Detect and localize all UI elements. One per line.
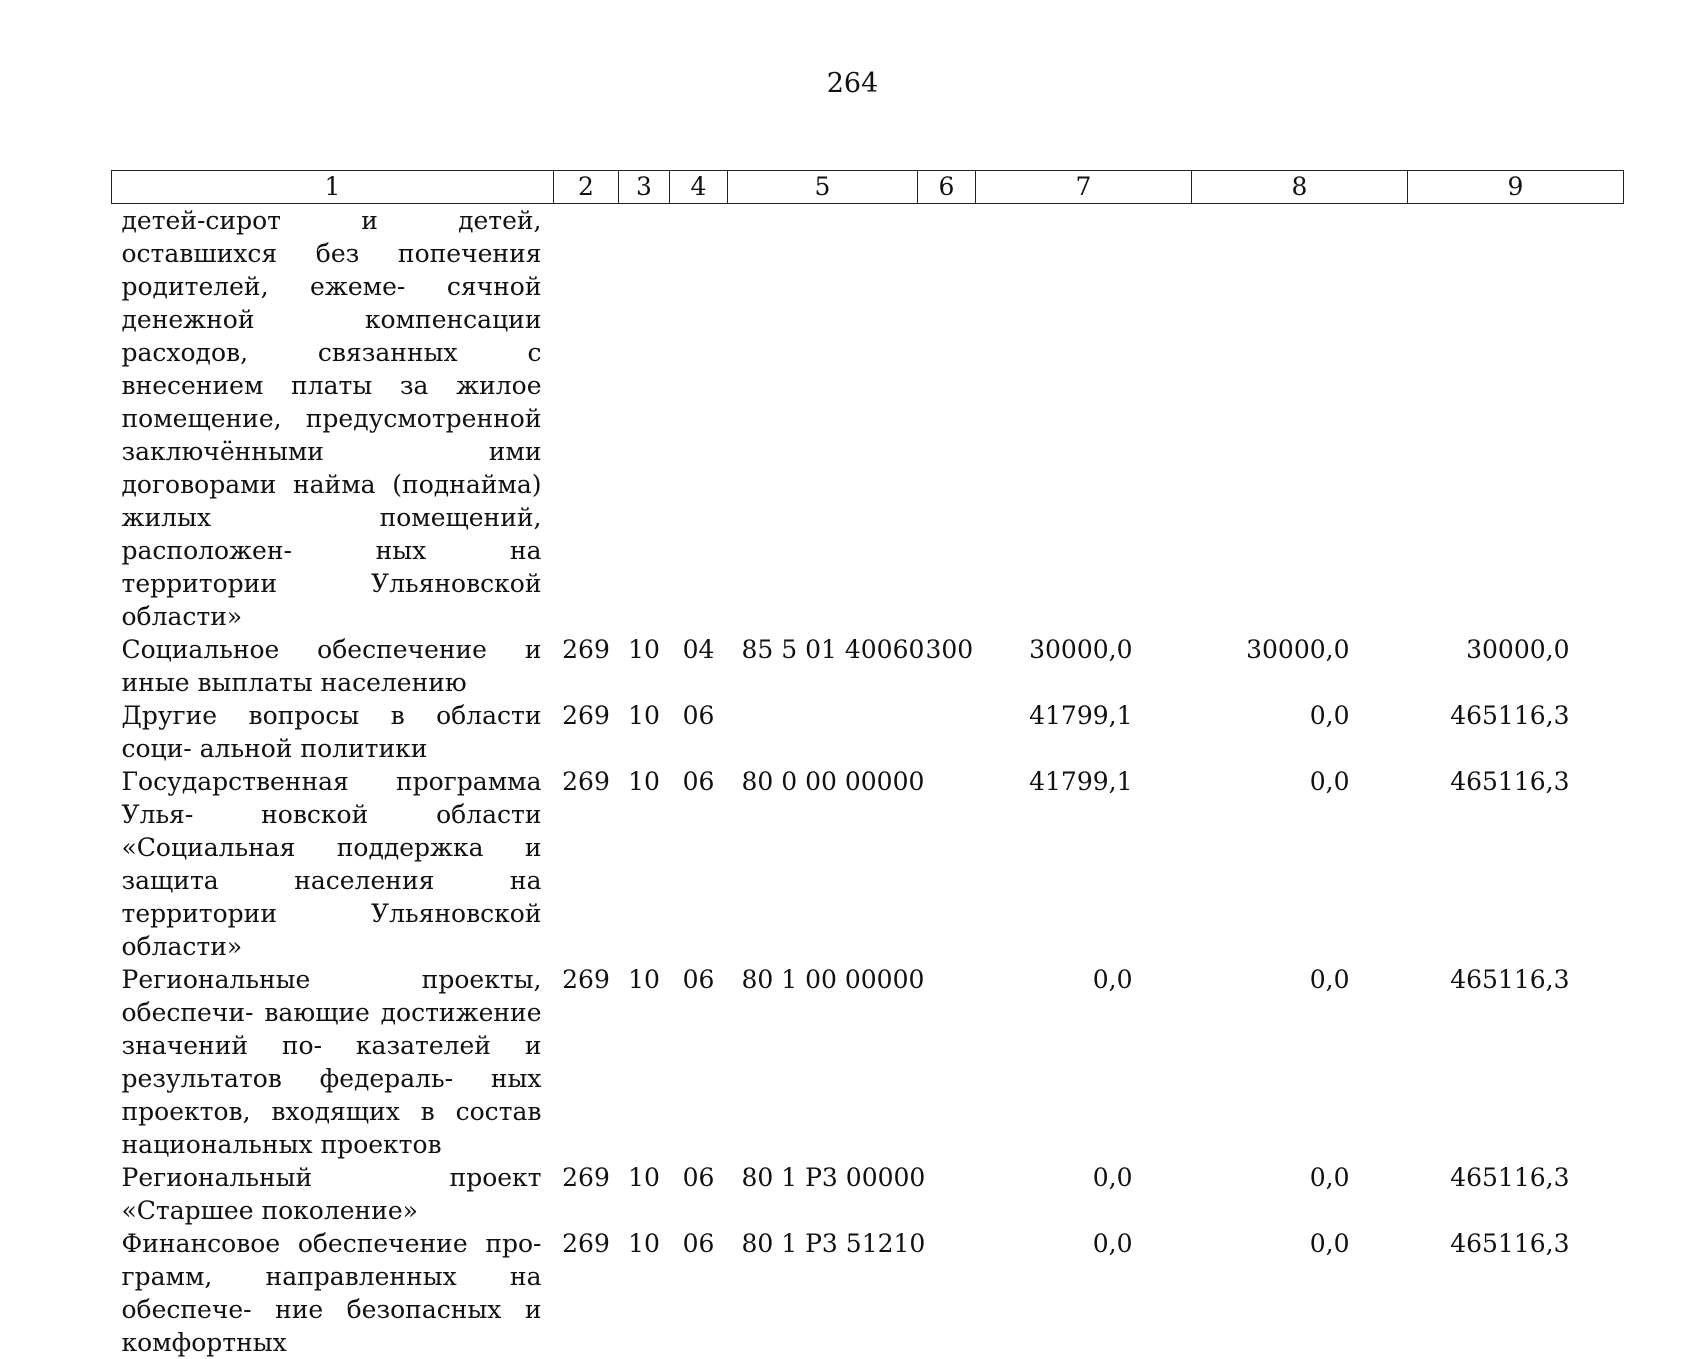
cell-expense-type: [918, 1227, 976, 1359]
cell-amount-8: 30000,0: [1246, 635, 1350, 664]
cell-subsection: [670, 204, 728, 634]
table-row: [112, 633, 1624, 699]
cell-section: 10: [628, 701, 660, 730]
cell-amount-9: 30000,0: [1466, 635, 1570, 664]
table-row: [112, 963, 1624, 1161]
cell-admin-code: 269: [562, 1163, 610, 1192]
cell-section: 10: [628, 1163, 660, 1192]
cell-target-article: 80 1 00 00000: [741, 965, 925, 994]
cell-amount-8: [1192, 204, 1408, 634]
column-header: 2: [554, 171, 619, 204]
cell-amount-8: 0,0: [1309, 767, 1350, 796]
cell-section: 10: [628, 965, 660, 994]
row-description: детей-сирот и детей, оставшихся без попечения родителей, ежеме- сячной денежной компенсации расходов, связанных с внесением платы за жилое помещение, предусмотренной заключёнными ими договорами найма (поднайма) жилых помещений, расположен- ных на территории Ульяновской области»: [121, 206, 542, 631]
cell-subsection: 06: [682, 1229, 715, 1258]
cell-amount-7: 0,0: [1092, 1163, 1133, 1192]
cell-admin-code: [554, 204, 619, 634]
cell-amount-9: 465116,3: [1450, 1229, 1570, 1258]
table-row: [112, 1227, 1624, 1359]
cell-amount-8: 0,0: [1309, 1229, 1350, 1258]
cell-expense-type: [918, 765, 976, 963]
table-header-row: [112, 171, 1624, 204]
cell-target-article: [728, 204, 918, 634]
row-description: Финансовое обеспечение про- грамм, направленных на обеспече- ние безопасных и комфортных: [121, 1229, 542, 1357]
row-description: Другие вопросы в области соци- альной политики: [121, 701, 542, 763]
cell-expense-type: [918, 1161, 976, 1227]
cell-amount-9: 465116,3: [1450, 701, 1570, 730]
cell-amount-8: 0,0: [1309, 965, 1350, 994]
cell-amount-7: 41799,1: [1029, 701, 1133, 730]
cell-expense-type: [918, 699, 976, 765]
column-header: 6: [918, 171, 976, 204]
row-description: Региональный проект «Старшее поколение»: [121, 1163, 542, 1225]
cell-subsection: 06: [682, 701, 715, 730]
cell-subsection: 06: [682, 1163, 715, 1192]
column-header: 9: [1408, 171, 1624, 204]
column-header: 5: [728, 171, 918, 204]
cell-target-article: [728, 699, 918, 765]
table-row: [112, 699, 1624, 765]
cell-target-article: 80 1 P3 51210: [741, 1229, 926, 1258]
cell-amount-9: 465116,3: [1450, 1163, 1570, 1192]
column-header: 8: [1192, 171, 1408, 204]
table-row: [112, 1161, 1624, 1227]
cell-target-article: 85 5 01 40060: [741, 635, 925, 664]
cell-admin-code: 269: [562, 635, 610, 664]
cell-target-article: 80 1 P3 00000: [741, 1163, 926, 1192]
cell-amount-7: 41799,1: [1029, 767, 1133, 796]
table-row: [112, 765, 1624, 963]
cell-amount-8: 0,0: [1309, 701, 1350, 730]
column-header: 7: [976, 171, 1192, 204]
cell-expense-type: [918, 963, 976, 1161]
table-row: [112, 204, 1624, 634]
column-header: 4: [670, 171, 728, 204]
cell-amount-7: [976, 204, 1192, 634]
row-description: Региональные проекты, обеспечи- вающие достижение значений по- казателей и результатов федераль- ных проектов, входящих в состав национальных проектов: [121, 965, 542, 1159]
cell-subsection: 06: [682, 767, 715, 796]
column-header: 1: [112, 171, 554, 204]
cell-amount-9: 465116,3: [1450, 965, 1570, 994]
cell-section: 10: [628, 635, 660, 664]
cell-amount-7: 0,0: [1092, 965, 1133, 994]
cell-section: [619, 204, 670, 634]
cell-amount-9: 465116,3: [1450, 767, 1570, 796]
cell-amount-8: 0,0: [1309, 1163, 1350, 1192]
cell-amount-7: 0,0: [1092, 1229, 1133, 1258]
cell-expense-type: 300: [925, 635, 974, 664]
cell-subsection: 04: [682, 635, 715, 664]
budget-table: [111, 170, 1624, 1359]
cell-admin-code: 269: [562, 1229, 610, 1258]
row-description: Социальное обеспечение и иные выплаты населению: [121, 635, 542, 697]
page-number: 264: [826, 68, 879, 99]
row-description: Государственная программа Улья- новской области «Социальная поддержка и защита населения на территории Ульяновской области»: [121, 767, 542, 961]
cell-admin-code: 269: [562, 965, 610, 994]
column-header: 3: [619, 171, 670, 204]
cell-amount-9: [1408, 204, 1624, 634]
cell-target-article: 80 0 00 00000: [741, 767, 925, 796]
cell-admin-code: 269: [562, 701, 610, 730]
cell-expense-type: [918, 204, 976, 634]
cell-amount-7: 30000,0: [1029, 635, 1133, 664]
cell-subsection: 06: [682, 965, 715, 994]
cell-section: 10: [628, 767, 660, 796]
cell-admin-code: 269: [562, 767, 610, 796]
cell-section: 10: [628, 1229, 660, 1258]
